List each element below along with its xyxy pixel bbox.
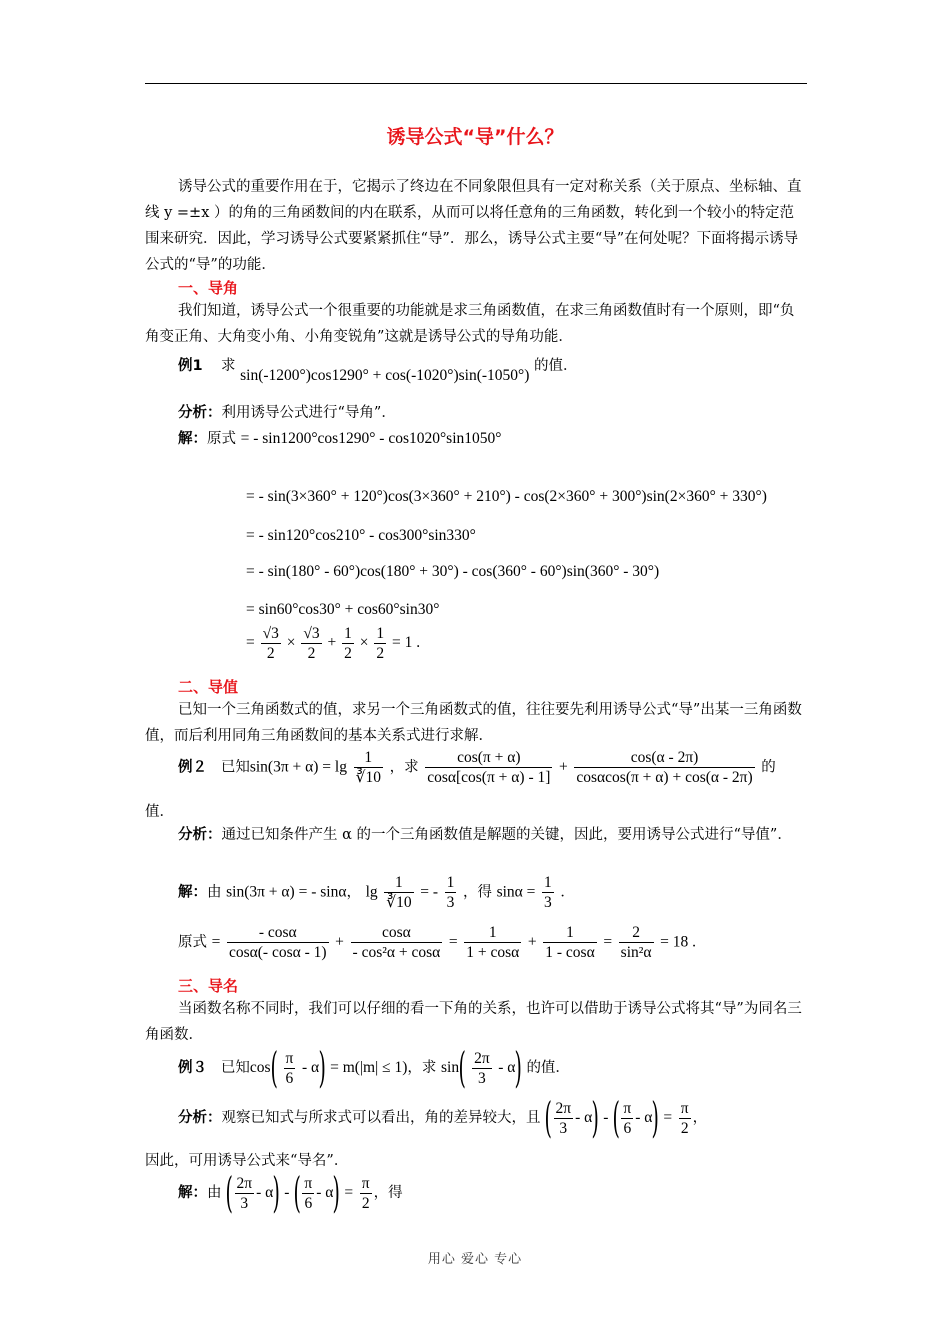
solution-1-step-3: = - sin120°cos210° - cos300°sin330° — [246, 527, 476, 544]
solution-2-result: 原式 = $\frac{- \cos\alpha}{\cos\alpha(- \cos\alpha - 1)}$ + $\frac{\cos\alpha}{\text{- cos²α + cosα}}$ = $\frac{1}{1 + \cos\alpha}$ + $\frac{1}{1 - \cos\alpha}$ = $\frac{2}{\text{sin²α}}$ = 18 . — [178, 924, 697, 961]
analysis-3-tail: 因此，可用诱导公式来“导名”． — [145, 1153, 349, 1169]
solution-1-step-1: = - sin1200°cos1290° - cos1020°sin1050° — [240, 430, 502, 447]
example-2-label: 例２ — [178, 759, 207, 776]
solution-1-step-5: = sin60°cos30° + cos60°sin30° — [246, 601, 440, 618]
example-3: 例３ 已知cos( $\frac{\pi}{6}$ - α) = m(|m| ≤ 1)，求 sin( $\frac{2\pi}{3}$ - α) 的值． — [178, 1043, 570, 1092]
analysis-1-text: 利用诱导公式进行“导角”． — [221, 405, 396, 421]
example-1-suffix: 的值． — [534, 358, 578, 374]
header-rule — [145, 83, 807, 84]
section-1-paragraph: 我们知道，诱导公式一个很重要的功能就是求三角函数值，在求三角函数值时有一个原则，即“负角变正角、大角变小角、小角变锐角”这就是诱导公式的导角功能． — [145, 303, 795, 345]
section-heading-2: 二、导值 — [178, 678, 239, 696]
solution-1-label: 解： — [178, 431, 207, 447]
section-heading-3: 三、导名 — [178, 977, 239, 995]
example-2: 例２ 已知sin(3π + α) = lg $\frac{1}{∛10}$ ，求 $\frac{\cos(\pi + \alpha)}{\cos\alpha[\cos(\pi + \alpha) - 1]}$ + $\frac{\cos(\alpha - 2\pi)}{\cos\alpha\cos(\pi + \alpha) + \cos(\alpha - 2\pi)}$ 的 — [178, 749, 776, 786]
example-1-expression: sin(-1200°)cos1290° + cos(-1020°)sin(-1050°) — [240, 367, 530, 384]
section-2-paragraph: 已知一个三角函数式的值，求另一个三角函数式的值，往往要先利用诱导公式“导”出某一三角函数值，而后利用同角三角函数间的基本关系式进行求解． — [145, 702, 802, 744]
example-1-prefix: 求 — [221, 358, 236, 374]
fraction: $\frac{1}{2}$ — [344, 625, 352, 662]
fraction: $\frac{√3}{2}$ — [303, 625, 320, 662]
solution-1-final: = $\frac{√3}{2}$ × $\frac{√3}{2}$ + $\frac{1}{2}$ × $\frac{1}{2}$ = 1 . — [246, 625, 421, 662]
fraction: $\frac{1}{2}$ — [376, 625, 385, 662]
solution-1-step-2: = - sin(3×360° + 120°)cos(3×360° + 210°) - cos(2×360° + 300°)sin(2×360° + 330°) — [246, 488, 767, 505]
intro-paragraph: 诱导公式的重要作用在于，它揭示了终边在不同象限但具有一定对称关系（关于原点、坐标轴、直线 y =±x ）的角的三角函数间的内在联系，从而可以将任意角的三角函数，转化到一个较小的特定范围来研究．因此，学习诱导公式要紧紧抓住“导”．那么，诱导公式主要“导”在何处呢？下面将揭示诱导公式的“导”的功能． — [145, 179, 802, 273]
example-2-tail: 值． — [145, 804, 174, 820]
example-1 — [178, 354, 578, 384]
page-footer: 用心 爱心 专心 — [427, 1252, 523, 1267]
solution-1 — [178, 427, 501, 448]
section-3-paragraph: 当函数名称不同时，我们可以仔细的看一下角的关系，也许可以借助于诱导公式将其“导”为同名三角函数． — [145, 1001, 802, 1043]
solution-3: 解：由 ( $\frac{2\pi}{3}$ - α) - ( $\frac{\pi}{6}$ - α) = $\frac{\pi}{2}$ ，得 — [178, 1168, 403, 1217]
analysis-3: 分析：观察已知式与所求式可以看出，角的差异较大，且 ( $\frac{2\pi}{3}$ - α) - ( $\frac{\pi}{6}$ - α) = $\frac{\pi}{2}$ ， — [178, 1093, 708, 1142]
section-heading-1: 一、导角 — [178, 279, 239, 297]
analysis-1 — [178, 401, 396, 422]
analysis-2: 分析：通过已知条件产生 α 的一个三角函数值是解题的关键，因此，要用诱导公式进行“导值”． — [178, 827, 792, 843]
page-title: 诱导公式“导”什么？ — [386, 126, 564, 148]
analysis-1-label: 分析： — [178, 405, 222, 421]
solution-1-step-4: = - sin(180° - 60°)cos(180° + 30°) - cos(360° - 60°)sin(360° - 30°) — [246, 563, 660, 580]
fraction: $\frac{√3}{2}$ — [262, 625, 279, 662]
solution-2: 解：由 sin(3π + α) = - sinα， lg $\frac{1}{∛10}$ = - $\frac{1}{3}$ ，得 sinα = $\frac{1}{3}$ ． — [178, 874, 575, 911]
example-1-label: 例1 — [178, 358, 203, 374]
solution-1-prefix: 原式 — [207, 431, 236, 447]
